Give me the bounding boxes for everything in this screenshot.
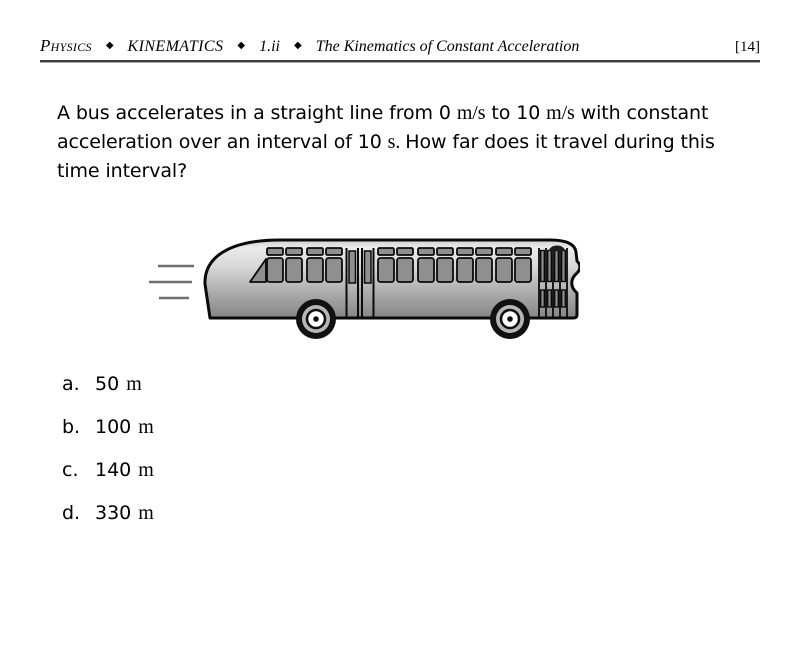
unit-seconds: s. xyxy=(387,131,401,153)
bus-wheel-rear xyxy=(490,299,530,339)
choice-value: 50 xyxy=(95,373,120,395)
header-rule xyxy=(40,60,760,63)
choice-letter: c. xyxy=(62,459,79,481)
course-name: Physics xyxy=(40,36,92,55)
choice-letter: a. xyxy=(62,373,80,395)
lesson-title: The Kinematics of Constant Acceleration xyxy=(315,38,580,55)
bus-wheel-front xyxy=(296,299,336,339)
question-text xyxy=(57,99,749,186)
diamond-separator-icon: ◆ xyxy=(293,39,302,51)
question-segment: A bus accelerates in a straight line from 0 xyxy=(57,102,457,124)
unit-m-per-s: m/s xyxy=(546,102,575,124)
bus-illustration xyxy=(140,226,580,346)
breadcrumb xyxy=(40,36,579,56)
unit-meters: m xyxy=(138,502,154,524)
question-segment: to 10 xyxy=(485,102,547,124)
unit-m-per-s: m/s xyxy=(456,102,486,124)
choice-value: 100 xyxy=(95,416,132,438)
choice-letter: d. xyxy=(62,502,81,524)
choice-value: 330 xyxy=(95,502,132,524)
document-page xyxy=(0,36,800,653)
page-header xyxy=(40,36,760,56)
section-number: 1.ii xyxy=(259,38,280,55)
choice-row-b xyxy=(62,415,800,439)
speed-lines-icon xyxy=(149,266,194,298)
choice-row-a xyxy=(62,372,800,396)
bus-windows xyxy=(267,248,531,282)
unit-meters: m xyxy=(138,416,154,438)
unit-meters: m xyxy=(138,459,154,481)
question-segment: with constant acceleration over an interval of 10 xyxy=(57,102,709,153)
choice-value: 140 xyxy=(95,459,132,481)
page-number: [14] xyxy=(735,39,760,55)
diamond-separator-icon: ◆ xyxy=(237,39,246,51)
diamond-separator-icon: ◆ xyxy=(105,39,114,51)
bus-figure xyxy=(140,226,580,346)
choice-row-d xyxy=(62,501,800,525)
choice-letter: b. xyxy=(62,416,81,438)
unit-name: KINEMATICS xyxy=(127,38,224,55)
unit-meters: m xyxy=(126,373,142,395)
choice-row-c xyxy=(62,458,800,482)
question-segment: How far does it travel during this time interval? xyxy=(57,131,715,182)
answer-choices xyxy=(62,372,800,525)
